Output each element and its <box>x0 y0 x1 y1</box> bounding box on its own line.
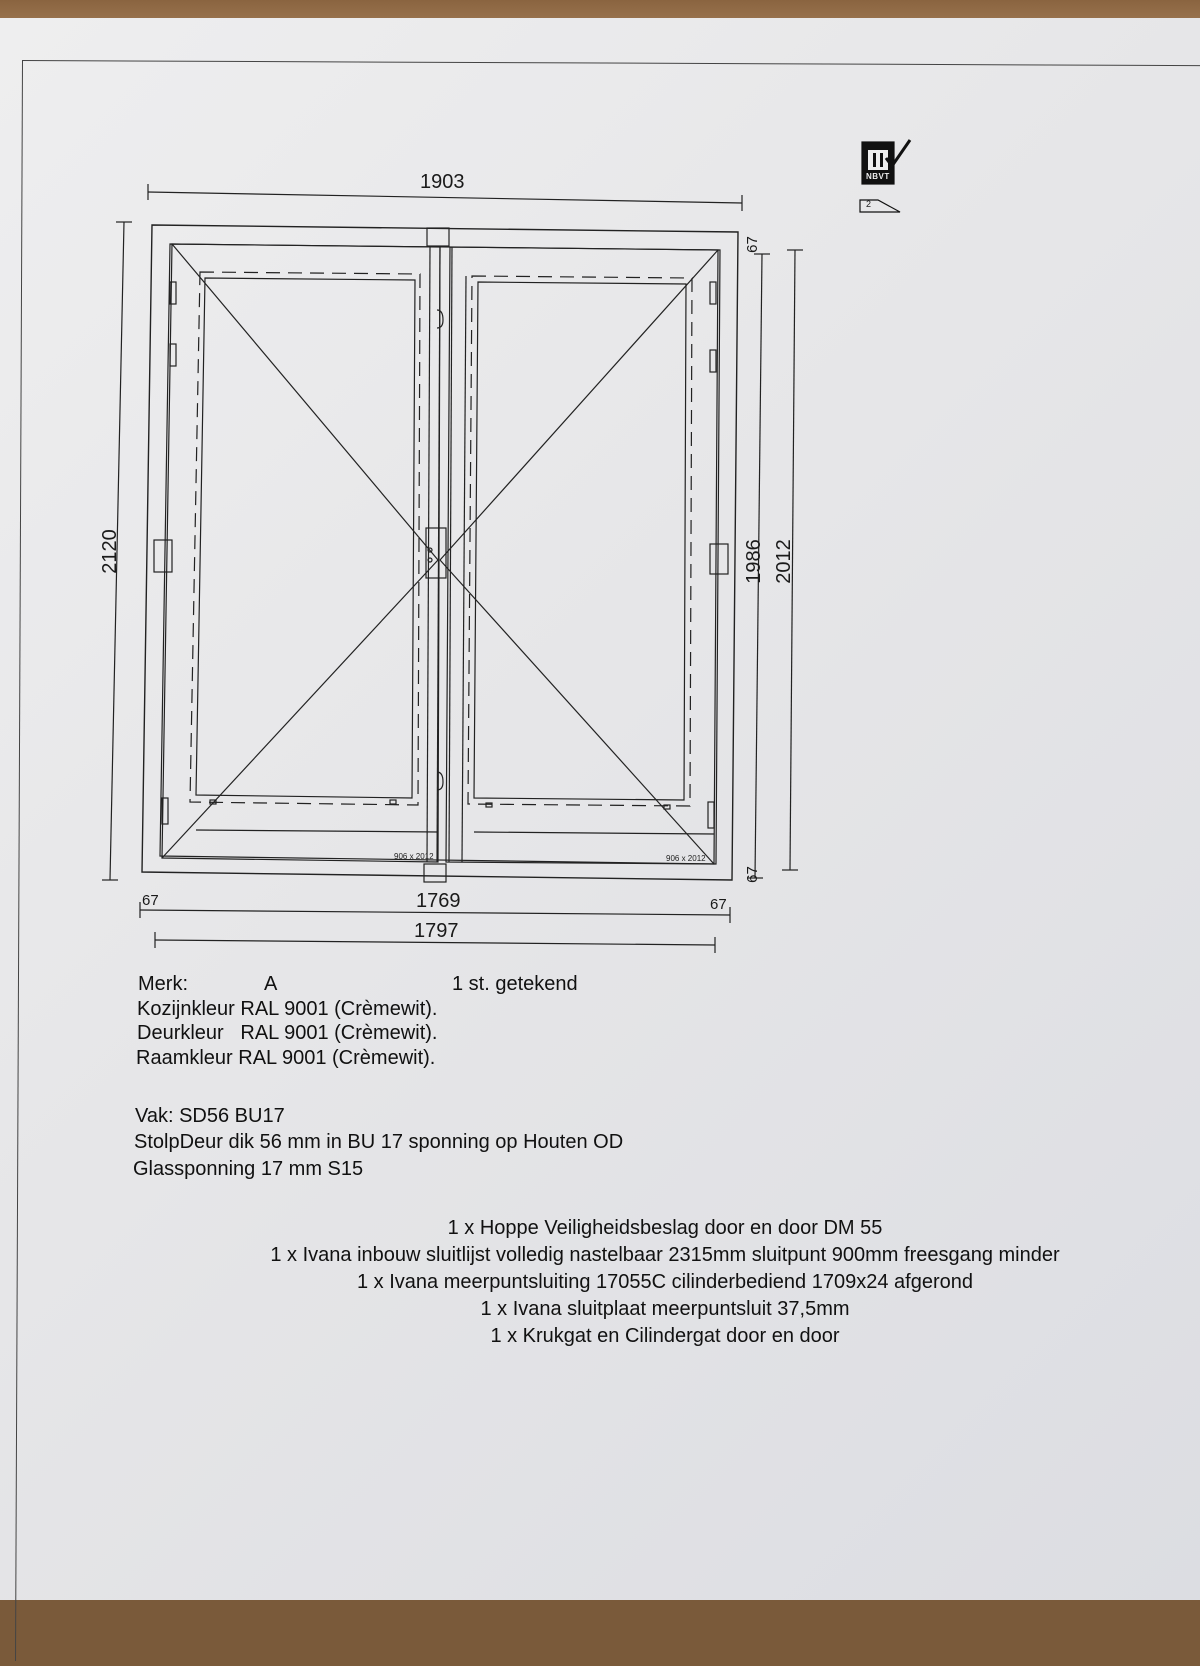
hardware-line-4: 1 x Ivana sluitplaat meerpuntsluit 37,5mm <box>480 1298 850 1320</box>
hardware-line-5: 1 x Krukgat en Cilindergat door en door <box>490 1325 840 1347</box>
hardware-line-3: 1 x Ivana meerpuntsluiting 17055C cilinderbediend 1709x24 afgerond <box>357 1271 973 1293</box>
dim-overall-height: 2120 <box>98 529 121 574</box>
dim-frame-profile-bottom: 67 <box>743 866 761 883</box>
merk-value: A <box>264 973 278 995</box>
stolpdeur-description: StolpDeur dik 56 mm in BU 17 sponning op Houten OD <box>134 1131 624 1153</box>
deurkleur: Deurkleur RAL 9001 (Crèmewit). <box>137 1022 438 1044</box>
nbvt-logo-label: NBVT <box>866 172 890 181</box>
raamkleur: Raamkleur RAL 9001 (Crèmewit). <box>136 1047 436 1069</box>
dim-overall-width: 1903 <box>420 171 465 193</box>
left-leaf-diagonal <box>172 244 438 560</box>
kozijnkleur: Kozijnkleur RAL 9001 (Crèmewit). <box>137 998 438 1020</box>
dim-frame-profile-right: 67 <box>710 896 727 913</box>
dim-frame-width: 1797 <box>414 920 459 942</box>
nbvt-class-number: 2 <box>866 199 872 209</box>
glassponning: Glassponning 17 mm S15 <box>133 1158 364 1180</box>
leaf-size-left: 906 x 2012 <box>394 852 434 861</box>
right-leaf <box>446 247 718 864</box>
dim-frame-profile-top: 67 <box>743 236 761 253</box>
hinge-right-top <box>710 282 716 304</box>
dim-inner-height: 1986 <box>742 539 765 584</box>
merk-label: Merk: <box>138 973 188 995</box>
hardware-line-1: 1 x Hoppe Veiligheidsbeslag door en door DM 55 <box>447 1217 883 1239</box>
right-leaf-diagonal <box>440 250 718 560</box>
dim-frame-profile-left: 67 <box>142 892 159 909</box>
leaf-size-right: 906 x 2012 <box>666 854 706 863</box>
count-drawn: 1 st. getekend <box>452 973 578 995</box>
hardware-line-2: 1 x Ivana inbouw sluitlijst volledig nastelbaar 2315mm sluitpunt 900mm freesgang minder <box>270 1244 1060 1266</box>
dim-door-height: 2012 <box>772 539 795 584</box>
dim-inner-width: 1769 <box>416 890 461 912</box>
vak: Vak: SD56 BU17 <box>135 1105 285 1127</box>
